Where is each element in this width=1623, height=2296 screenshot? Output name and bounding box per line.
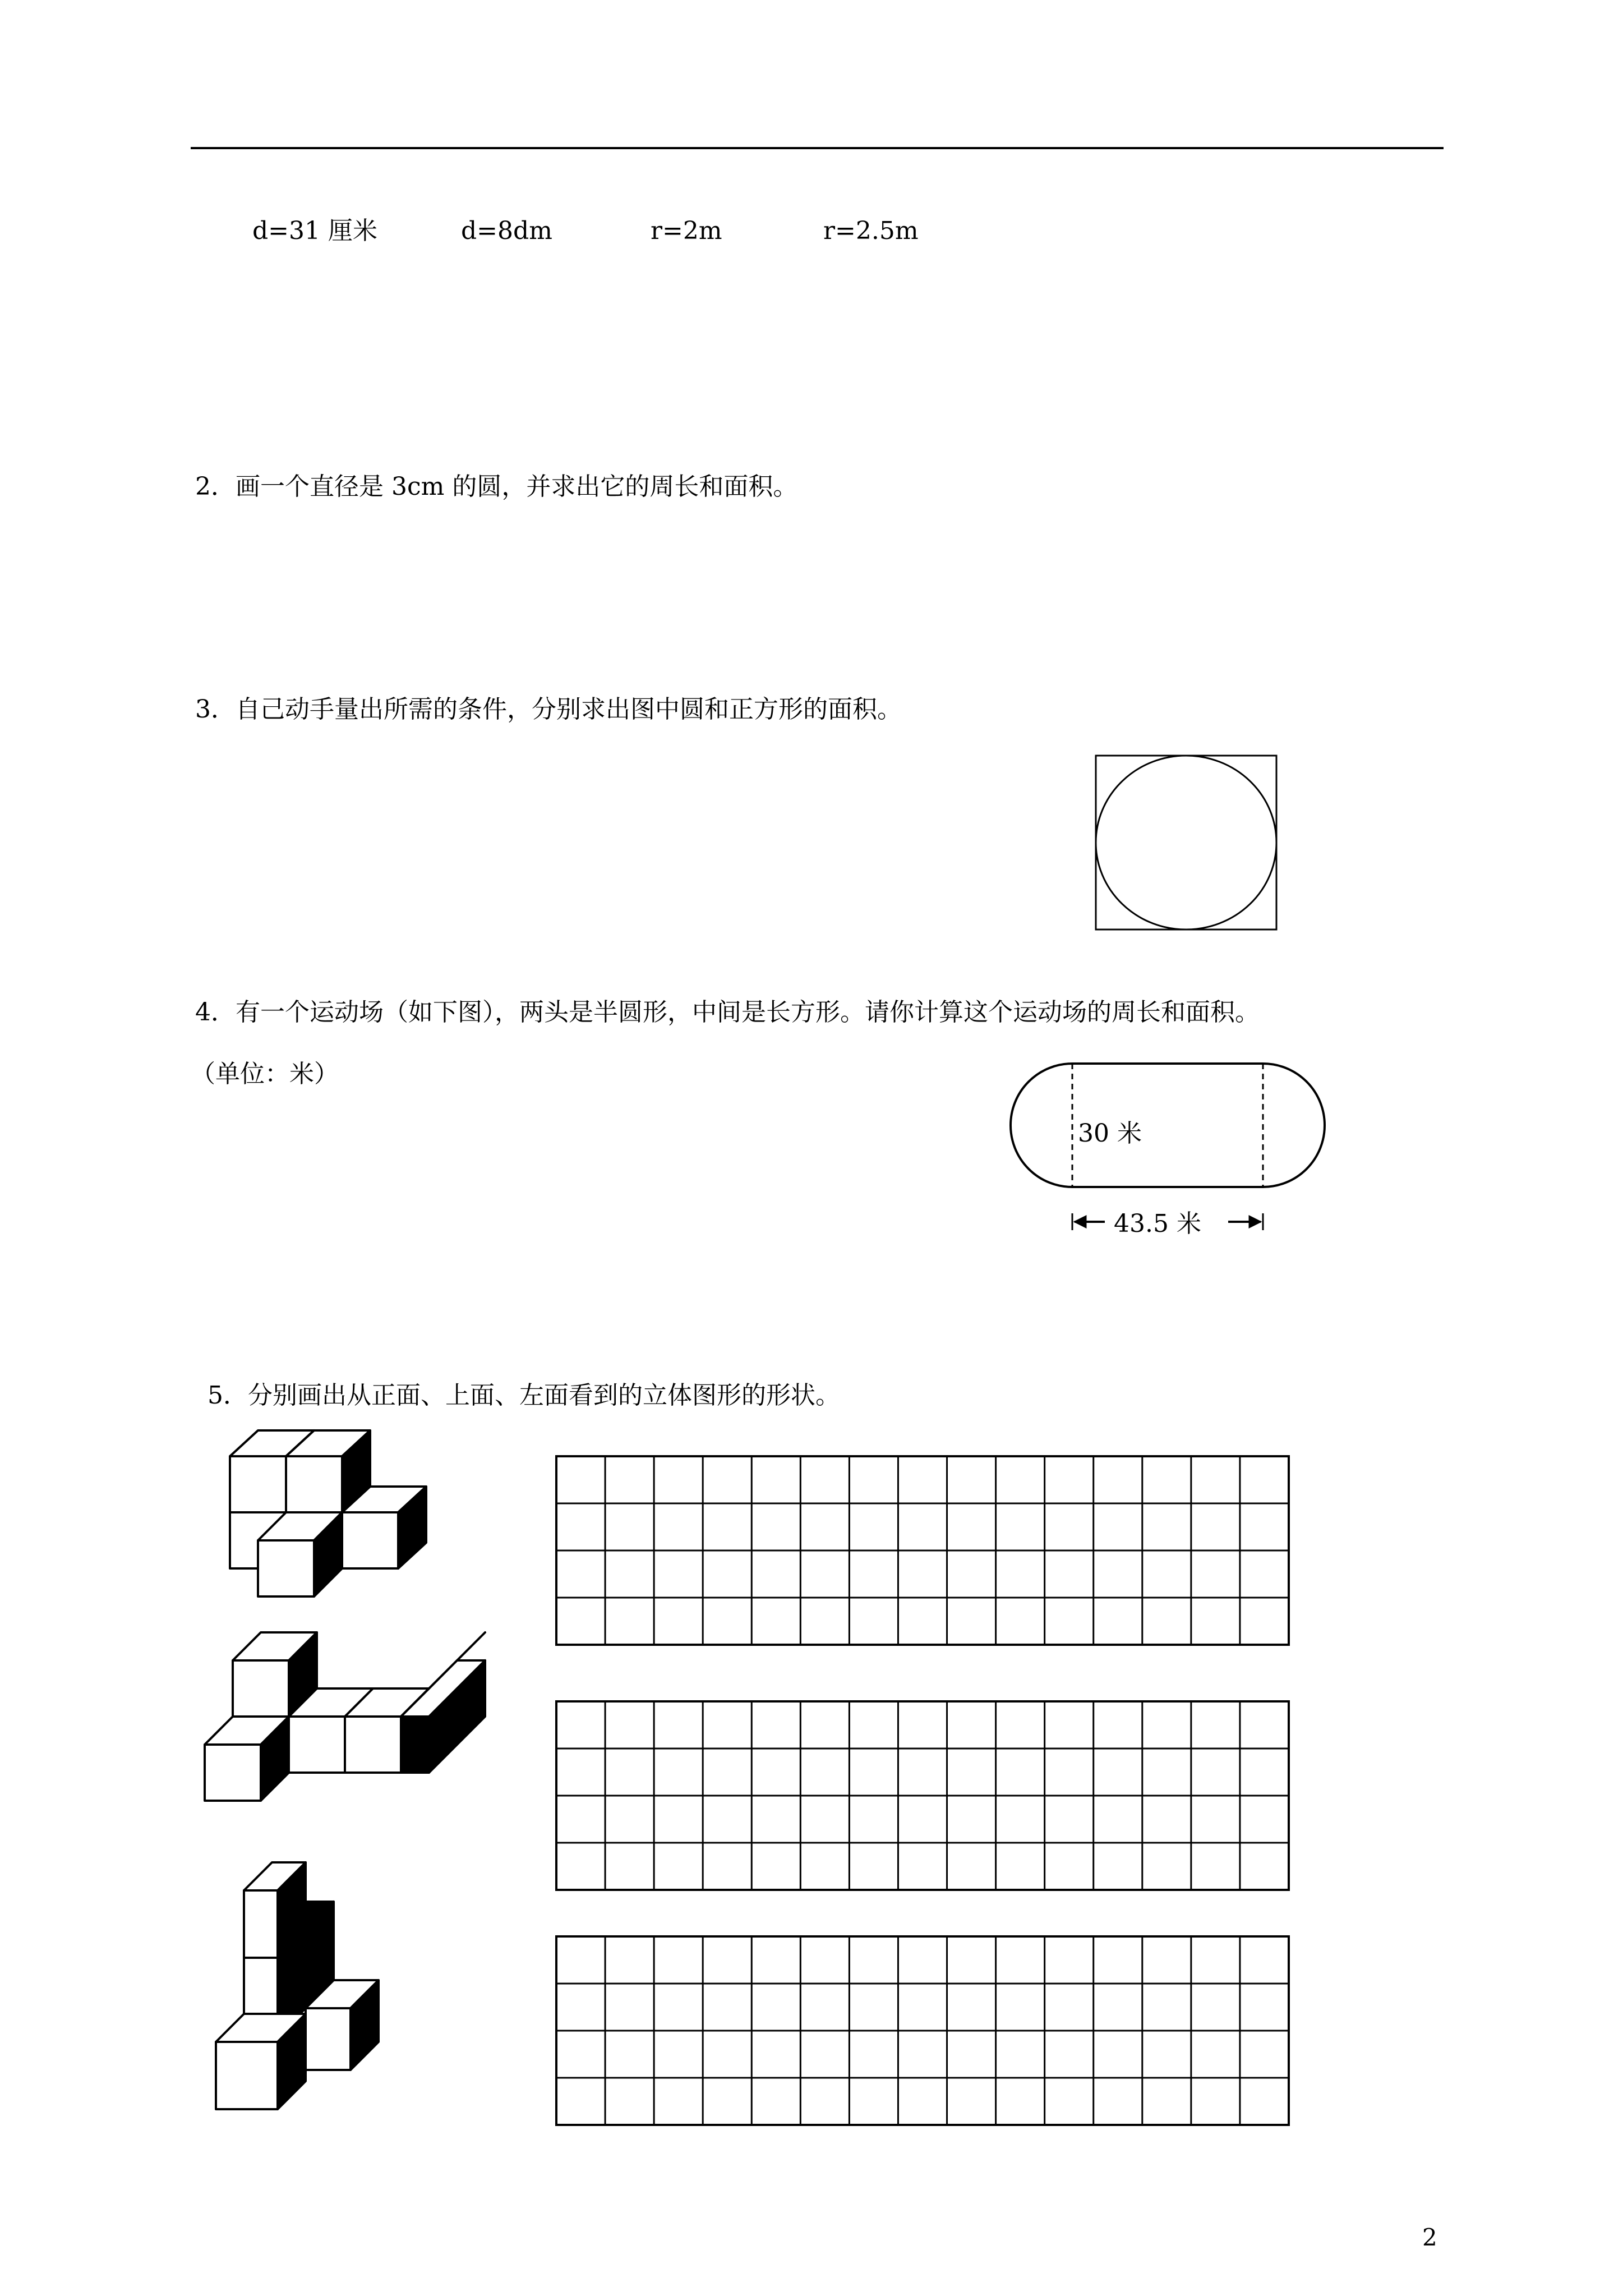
answer-grid-2[interactable] bbox=[555, 1700, 1290, 1891]
circle-in-square-figure bbox=[1095, 754, 1280, 932]
q1-item-4: r=2.5m bbox=[823, 217, 919, 245]
q1-item-3: r=2m bbox=[651, 217, 722, 245]
cube-figure-3 bbox=[210, 1857, 412, 2120]
inscribed-circle bbox=[1096, 756, 1276, 930]
square bbox=[1096, 756, 1276, 930]
stadium-outline bbox=[1011, 1064, 1325, 1187]
answer-grid-1[interactable] bbox=[555, 1455, 1290, 1646]
question-5: 5．分别画出从正面、上面、左面看到的立体图形的形状。 bbox=[208, 1381, 840, 1410]
length-label: 43.5 米 bbox=[1114, 1209, 1201, 1238]
height-label: 30 米 bbox=[1078, 1119, 1142, 1148]
question-3: 3．自己动手量出所需的条件，分别求出图中圆和正方形的面积。 bbox=[195, 695, 902, 724]
question-2: 2．画一个直径是 3cm 的圆，并求出它的周长和面积。 bbox=[195, 472, 798, 501]
header-rule bbox=[191, 147, 1444, 149]
cube-figure-2 bbox=[199, 1627, 491, 1818]
q1-item-1: d=31 厘米 bbox=[252, 217, 378, 245]
question-4-unit: （单位：米） bbox=[191, 1060, 339, 1088]
page-number: 2 bbox=[1422, 2224, 1437, 2251]
cube-figure-1 bbox=[224, 1428, 437, 1608]
question-4: 4．有一个运动场（如下图），两头是半圆形，中间是长方形。请你计算这个运动场的周长和面积。 bbox=[195, 998, 1260, 1027]
answer-grid-3[interactable] bbox=[555, 1935, 1290, 2126]
q1-item-2: d=8dm bbox=[461, 217, 552, 245]
